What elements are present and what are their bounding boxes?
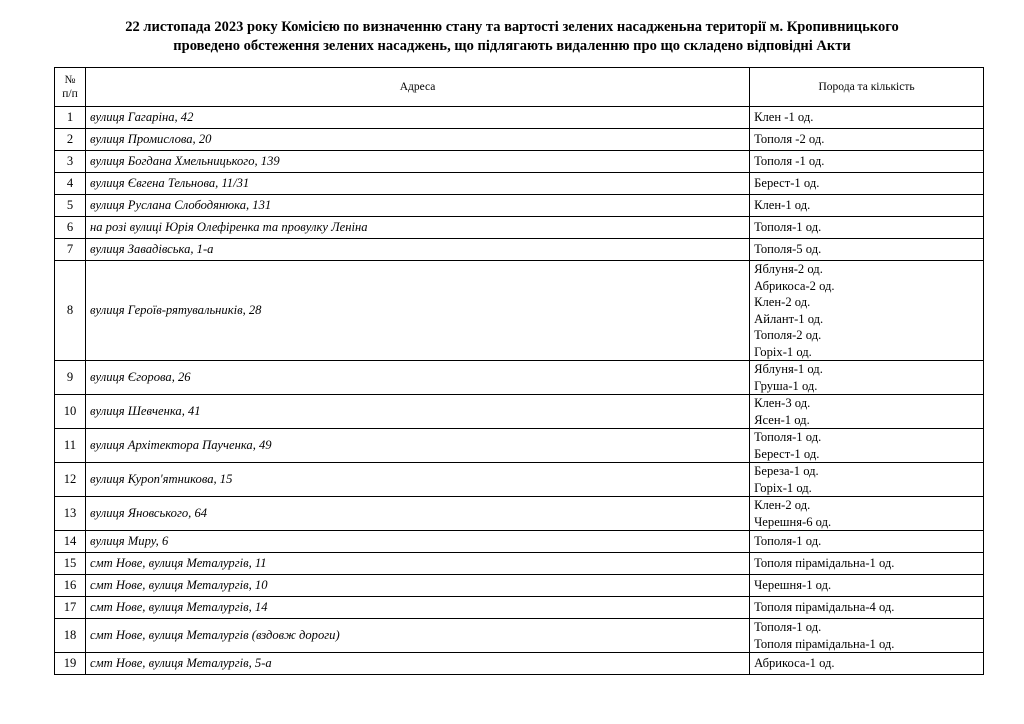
species-entry: Абрикоса-1 од. (754, 656, 835, 671)
species-entry: Тополя-1 од. (754, 220, 822, 235)
row-address: вулиця Завадівська, 1-а (85, 239, 749, 261)
row-species (750, 107, 984, 129)
row-number: 2 (55, 129, 86, 151)
row-number: 1 (55, 107, 86, 129)
row-species (750, 429, 984, 463)
table-row (55, 151, 984, 173)
row-address: смт Нове, вулиця Металургів, 14 (85, 597, 749, 619)
species-entry: Ясен-1 од. (754, 412, 810, 427)
row-species (750, 619, 984, 653)
species-entry: Яблуня-1 од. (754, 362, 823, 376)
row-address: вулиця Єгорова, 26 (85, 361, 749, 395)
table-row (55, 575, 984, 597)
row-species (750, 217, 984, 239)
row-species (750, 151, 984, 173)
species-entry: Груша-1 од. (754, 378, 818, 393)
species-entry: Горіх-1 од. (754, 344, 812, 359)
row-species (750, 575, 984, 597)
table-row (55, 597, 984, 619)
row-number: 17 (55, 597, 86, 619)
row-species (750, 361, 984, 395)
species-entry: Яблуня-2 од. (754, 262, 823, 276)
species-entry: Тополя -2 од. (754, 132, 825, 147)
table-row (55, 217, 984, 239)
row-number: 7 (55, 239, 86, 261)
trees-removal-table (54, 67, 984, 675)
row-species (750, 497, 984, 531)
row-number: 18 (55, 619, 86, 653)
row-species (750, 239, 984, 261)
header-number (55, 68, 86, 107)
row-address: вулиця Гагаріна, 42 (85, 107, 749, 129)
species-entry: Тополя-1 од. (754, 534, 822, 549)
header-address: Адреса (85, 68, 749, 107)
row-species (750, 173, 984, 195)
table-row (55, 361, 984, 395)
row-species (750, 597, 984, 619)
header-number-label: № п/п (62, 74, 78, 100)
row-address: вулиця Євгена Тельнова, 11/31 (85, 173, 749, 195)
species-entry: Береза-1 од. (754, 464, 819, 478)
row-address: вулиця Куроп'ятникова, 15 (85, 463, 749, 497)
row-number: 13 (55, 497, 86, 531)
species-entry: Клен -1 од. (754, 110, 814, 125)
species-entry: Клен-2 од. (754, 498, 811, 512)
row-species (750, 261, 984, 361)
row-address: вулиця Миру, 6 (85, 531, 749, 553)
table-row (55, 463, 984, 497)
header-species: Порода та кількість (750, 68, 984, 107)
row-species (750, 531, 984, 553)
table-row (55, 195, 984, 217)
species-entry: Клен-3 од. (754, 396, 811, 410)
table-body (55, 107, 984, 675)
table-row (55, 653, 984, 675)
species-entry: Клен-1 од. (754, 198, 811, 213)
row-address: на розі вулиці Юрія Олефіренка та провулку Леніна (85, 217, 749, 239)
table-row (55, 395, 984, 429)
species-entry: Клен-2 од. (754, 295, 811, 309)
row-address: вулиця Шевченка, 41 (85, 395, 749, 429)
row-address: вулиця Архітектора Паученка, 49 (85, 429, 749, 463)
row-number: 5 (55, 195, 86, 217)
species-entry: Берест-1 од. (754, 446, 820, 461)
species-entry: Абрикоса-2 од. (754, 278, 835, 293)
species-entry: Черешня-6 од. (754, 514, 832, 529)
species-entry: Тополя-5 од. (754, 242, 822, 257)
species-entry: Горіх-1 од. (754, 480, 812, 495)
species-entry: Берест-1 од. (754, 176, 820, 191)
species-entry: Черешня-1 од. (754, 578, 832, 593)
species-entry: Тополя пірамідальна-1 од. (754, 556, 895, 571)
row-number: 10 (55, 395, 86, 429)
table-row (55, 553, 984, 575)
row-address: вулиця Руслана Слободянюка, 131 (85, 195, 749, 217)
table-row (55, 129, 984, 151)
row-number: 19 (55, 653, 86, 675)
table-row (55, 239, 984, 261)
row-address: вулиця Богдана Хмельницького, 139 (85, 151, 749, 173)
table-row (55, 173, 984, 195)
row-address: смт Нове, вулиця Металургів, 10 (85, 575, 749, 597)
row-number: 11 (55, 429, 86, 463)
species-entry: Тополя-1 од. (754, 620, 822, 634)
row-number: 6 (55, 217, 86, 239)
row-number: 12 (55, 463, 86, 497)
row-species (750, 195, 984, 217)
row-address: смт Нове, вулиця Металургів, 5-а (85, 653, 749, 675)
table-row (55, 497, 984, 531)
table-row (55, 261, 984, 361)
table-row (55, 531, 984, 553)
row-number: 14 (55, 531, 86, 553)
species-entry: Тополя-1 од. (754, 430, 822, 444)
document-title (0, 18, 1024, 56)
row-number: 9 (55, 361, 86, 395)
row-address: вулиця Яновського, 64 (85, 497, 749, 531)
table-row (55, 107, 984, 129)
species-entry: Тополя -1 од. (754, 154, 825, 169)
row-address: смт Нове, вулиця Металургів, 11 (85, 553, 749, 575)
row-species (750, 129, 984, 151)
species-entry: Айлант-1 од. (754, 311, 824, 326)
title-line-2: проведено обстеження зелених насаджень, що підлягають видаленню про що складено відповідні Акти (173, 38, 851, 54)
row-number: 16 (55, 575, 86, 597)
species-entry: Тополя-2 од. (754, 328, 822, 342)
row-species (750, 553, 984, 575)
row-address: смт Нове, вулиця Металургів (вздовж дороги) (85, 619, 749, 653)
row-number: 4 (55, 173, 86, 195)
row-species (750, 395, 984, 429)
title-line-1: 22 листопада 2023 року Комісією по визначенню стану та вартості зелених насадженьна території м. Кропивницького (125, 19, 899, 35)
table-row (55, 429, 984, 463)
row-number: 3 (55, 151, 86, 173)
row-number: 8 (55, 261, 86, 361)
row-address: вулиця Героїв-рятувальників, 28 (85, 261, 749, 361)
row-number: 15 (55, 553, 86, 575)
row-address: вулиця Промислова, 20 (85, 129, 749, 151)
row-species (750, 463, 984, 497)
table-header-row (55, 68, 984, 107)
species-entry: Тополя пірамідальна-1 од. (754, 636, 895, 651)
row-species (750, 653, 984, 675)
table-row (55, 619, 984, 653)
species-entry: Тополя пірамідальна-4 од. (754, 600, 895, 615)
